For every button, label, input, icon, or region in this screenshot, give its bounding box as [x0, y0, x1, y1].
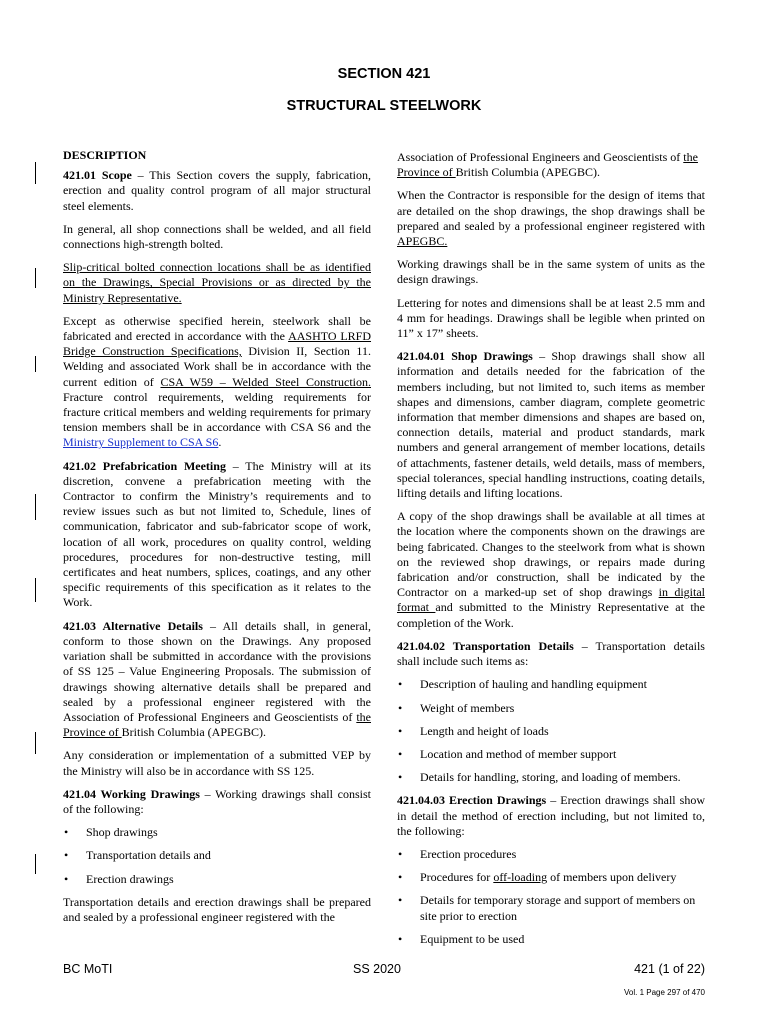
- change-bar: [35, 356, 36, 372]
- erection-drawings-list: [397, 847, 705, 947]
- vep-paragraph: Any consideration or implementation of a submitted VEP by the Ministry will also be in accordance with SS 125.: [63, 748, 371, 778]
- working-drawings-paragraph: 421.04 Working Drawings – Working drawings shall consist of the following:: [63, 786, 372, 816]
- transportation-details-paragraph: 421.04.02 Transportation Details – Transportation details shall include such items as:: [397, 638, 705, 669]
- slip-critical-paragraph: Slip-critical bolted connection locations shall be as identified on the Drawings, Special Provisions or as directed by the Ministry Representative.: [63, 260, 371, 305]
- change-bar: [35, 268, 36, 288]
- standards-paragraph: Except as otherwise specified herein, steelwork shall be fabricated and erected in accordance with the AASHTO LRFD Bridge Construction Specifications, Division II, Section 11. Welding and associated Work shall be in accordance with the current edition of CSA W59 – Welded Steel Construction. Fracture control requirements, welding requirements for fracture critical members and welding requirements for primary tension members shall be in accordance with CSA S6 and the Ministry Supplement to CSA S6.: [63, 313, 372, 450]
- list-item: • Description of hauling and handling equipment: [397, 677, 705, 692]
- change-bar: [35, 494, 36, 520]
- volume-page-number: Vol. 1 Page 297 of 470: [624, 988, 705, 997]
- list-item: • Erection procedures: [397, 847, 705, 862]
- prefabrication-meeting-paragraph: 421.02 Prefabrication Meeting – The Ministry will at its discretion, convene a prefabrication meeting with the Contractor to confirm the Ministry’s requirements and to review issues such as but not limited to, Schedule, lines of communication, fabricator and sub-fabricator scope of work, location of all work, procedures on quality control, welding procedures, procedures for non-destructive testing, mill certificates and heat numbers, splices, coatings, and any other specific requirements of this specification as it relates to the Work.: [63, 458, 371, 610]
- list-item: • Location and method of member support: [397, 747, 705, 762]
- change-bar: [35, 578, 36, 602]
- shop-drawings-label: 421.04.01 Shop Drawings: [397, 349, 533, 364]
- right-column: [397, 150, 705, 955]
- shop-drawings-paragraph: 421.04.01 Shop Drawings – Shop drawings shall show all information and details needed for the fabrication of the members including, but not limited to, such items as member shapes and dimensions, camber diagram, complete geometric information that member dimensions and shapes are based on, connection details, material and product standards, mark numbers and general arrangement of member locations, details of attachments, fastener details, weld details, mass of members, special tolerances, special handling instructions, coating details, lifting details and lifting locations.: [397, 349, 705, 501]
- description-heading: DESCRIPTION: [63, 148, 147, 162]
- list-item: • Transportation details and: [63, 848, 371, 863]
- list-item: • Erection drawings: [63, 872, 371, 887]
- section-title: STRUCTURAL STEELWORK: [286, 98, 482, 114]
- footer-organization: BC MoTI: [63, 962, 113, 976]
- left-column: [63, 148, 371, 933]
- list-item: • Procedures for off-loading of members upon delivery: [397, 870, 705, 885]
- alternative-details-label: 421.03 Alternative Details: [63, 618, 203, 633]
- transportation-details-label: 421.04.02 Transportation Details: [397, 638, 574, 653]
- change-bar: [35, 732, 36, 754]
- apegbc-paragraph: Association of Professional Engineers and Geoscientists of the Province of British Columbia (APEGBC).: [397, 150, 698, 180]
- csa-w59-reference: CSA W59 – Welded Steel Construction.: [160, 374, 371, 389]
- list-item: • Weight of members: [397, 701, 705, 716]
- units-paragraph: Working drawings shall be in the same system of units as the design drawings.: [397, 257, 705, 287]
- footer-spec-year: SS 2020: [353, 962, 401, 976]
- prefabrication-label: 421.02 Prefabrication Meeting: [63, 458, 226, 473]
- erection-drawings-label: 421.04.03 Erection Drawings: [397, 793, 547, 808]
- list-item: • Details for handling, storing, and loading of members.: [397, 770, 705, 785]
- ministry-supplement-link[interactable]: Ministry Supplement to CSA S6: [63, 435, 219, 450]
- scope-label: 421.01 Scope: [63, 168, 132, 183]
- sealed-drawings-paragraph: Transportation details and erection drawings shall be prepared and sealed by a professional engineer registered with the: [63, 894, 371, 924]
- list-item: • Details for temporary storage and support of members on site prior to erection: [397, 893, 705, 923]
- lettering-paragraph: Lettering for notes and dimensions shall be at least 2.5 mm and 4 mm for headings. Drawings shall be legible when printed on 11” x 17” sheets.: [397, 295, 705, 341]
- erection-drawings-paragraph: 421.04.03 Erection Drawings – Erection drawings shall show in detail the method of erection including, but not limited to, the following:: [397, 793, 706, 838]
- list-item: • Length and height of loads: [397, 724, 705, 739]
- list-item: • Equipment to be used: [397, 932, 705, 947]
- alternative-details-paragraph: 421.03 Alternative Details – All details shall, in general, conform to those shown on the Drawings. Any proposed variation shall be submitted in accordance with the provisions of SS 125 – Value Engineering Proposals. The submission of drawings showing alternative details shall be prepared and sealed by a professional engineer registered with the Association of Professional Engineers and Geoscientists of the Province of British Columbia (APEGBC).: [63, 618, 371, 740]
- footer-page-number: 421 (1 of 22): [634, 962, 705, 976]
- shop-drawings-copy-paragraph: A copy of the shop drawings shall be available at all times at the location where the components shown on the drawings are being fabricated. Changes to the steelwork from what is shown on the reviewed shop drawings, or repairs made during fabrication and/or construction, shall be indicated by the Contractor on a marked-up set of shop drawings in digital format and submitted to the Ministry Representative at the completion of the Work.: [397, 509, 705, 630]
- list-item: • Shop drawings: [63, 825, 371, 840]
- scope-paragraph: 421.01 Scope – This Section covers the supply, fabrication, erection and quality control program of all major structural steel elements.: [63, 168, 371, 213]
- transportation-details-list: [397, 677, 705, 785]
- change-bar: [35, 162, 36, 184]
- working-drawings-label: 421.04 Working Drawings: [63, 786, 200, 801]
- contractor-design-paragraph: When the Contractor is responsible for the design of items that are detailed on the shop drawings, the shop drawings shall be prepared and sealed by a professional engineer registered with APEGBC.: [397, 188, 705, 249]
- connections-paragraph: In general, all shop connections shall be welded, and all field connections high-strength bolted.: [63, 221, 371, 252]
- change-bar: [35, 854, 36, 874]
- working-drawings-list: [63, 825, 371, 887]
- section-number: SECTION 421: [337, 66, 431, 82]
- aashto-reference: AASHTO LRFD Bridge Construction Specifications,: [63, 329, 372, 359]
